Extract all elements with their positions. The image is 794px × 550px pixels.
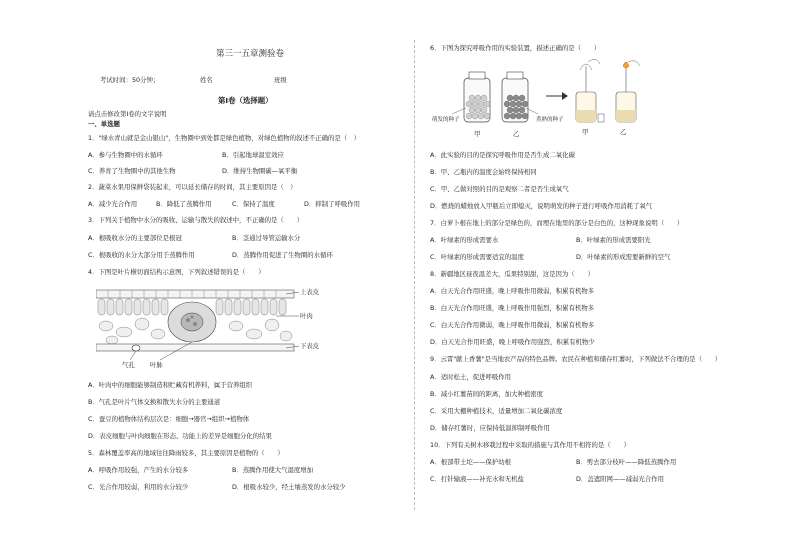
question-stem: 5．森林覆盖率高的地域往往降雨较多，其主要原因是植物的（ ） bbox=[88, 449, 284, 457]
option: B．气孔是叶片气体交换和散失水分的主要通道 bbox=[88, 398, 221, 406]
option: D．维持生物圈碳—氧平衡 bbox=[222, 167, 298, 175]
option: C．甲、乙做对照的目的是观察二者是否生成氧气 bbox=[430, 185, 569, 193]
option: C．根吸收的水分大部分用于蒸腾作用 bbox=[88, 251, 195, 259]
figure-label: 萌发的种子 bbox=[432, 117, 460, 123]
option: C．采用大棚种植技术，适量增加二氧化碳浓度 bbox=[430, 407, 563, 415]
question-stem: 8．新疆地区昼夜温差大，瓜果特别甜，这是因为（ ） bbox=[430, 270, 594, 278]
figure-label: 叶脉 bbox=[150, 361, 163, 369]
option: C．光合作用较弱，利用的水分较少 bbox=[88, 483, 189, 491]
option: D．根吸水较少，经土壤蒸发的水分较少 bbox=[232, 483, 346, 491]
figure-label: 上表皮 bbox=[300, 288, 320, 296]
respiration-jar-figure bbox=[430, 56, 650, 138]
question-stem: 10．下列有关树木移栽过程中采取的措施与其作用不相符的是（ ） bbox=[430, 441, 630, 449]
figure-label: 煮熟的种子 bbox=[536, 117, 564, 123]
column-divider bbox=[414, 40, 415, 510]
option: B．减小红薯苗间的距离，加大种植密度 bbox=[430, 390, 544, 398]
class-label: 班级 bbox=[274, 76, 287, 84]
figure-label: 甲 bbox=[474, 130, 481, 138]
question-stem: 3．下列关于植物中水分的吸收、运输与散失的叙述中，不正确的是（ ） bbox=[88, 216, 303, 224]
option: D．表皮细胞与叶肉细胞在形态、功能上的差异是细胞分化的结果 bbox=[88, 432, 272, 440]
figure-label: 乙 bbox=[513, 130, 520, 138]
option: A．呼吸作用较强，产生的水分较多 bbox=[88, 466, 189, 474]
option: D．抑制了呼吸作用 bbox=[304, 200, 361, 208]
option: D．白天光合作用旺盛，晚上呼吸作用强烈，积累有机物少 bbox=[430, 338, 595, 346]
option: C．保持了温度 bbox=[232, 200, 275, 208]
option: B．引起地球温室效应 bbox=[222, 151, 284, 159]
option: A．白天光合作用旺盛，晚上呼吸作用微弱，积累有机物多 bbox=[430, 287, 595, 295]
figure-label: 乙 bbox=[620, 128, 627, 136]
question-stem: 1．"绿水青山就是金山银山"，生物圈中到处都是绿色植物，对绿色植物的叙述不正确的是（ ） bbox=[88, 134, 360, 142]
option: D．叶绿素的形成需要新鲜的空气 bbox=[576, 253, 671, 261]
figure-label: 叶肉 bbox=[300, 312, 313, 320]
exam-time: 考试时间：50分钟； bbox=[100, 76, 160, 84]
option: C．蚕豆的植物体结构层次是：细胞→器官→组织→植物体 bbox=[88, 415, 250, 423]
name-label: 姓名 bbox=[200, 76, 213, 84]
option: A．根部带土坨——保护幼根 bbox=[430, 458, 512, 466]
leaf-cross-section-figure bbox=[96, 282, 326, 372]
question-stem: 7．白萝卜根在地上的部分是绿色的，而埋在地里的部分是白色的，这种现象说明（ ） bbox=[430, 219, 684, 227]
option: C．打针输液——补充水和无机盐 bbox=[430, 475, 524, 483]
option: A．适时松土，促进呼吸作用 bbox=[430, 373, 512, 381]
option: B．白天光合作用旺盛，晚上呼吸作用强烈，积累有机物多 bbox=[430, 304, 595, 312]
option: B．茎通过导管运输水分 bbox=[232, 234, 301, 242]
option: A．减少光合作用 bbox=[88, 200, 138, 208]
figure-label: 下表皮 bbox=[300, 342, 320, 350]
option: B．蒸腾作用使大气湿度增加 bbox=[232, 466, 314, 474]
option: C．叶绿素的形成需要适宜的温度 bbox=[430, 253, 524, 261]
option: A．参与生物圈中的水循环 bbox=[88, 151, 163, 159]
figure-label: 甲 bbox=[582, 128, 589, 136]
exam-title: 第三一五章测验卷 bbox=[216, 49, 285, 59]
option: B．叶绿素的形成需要阳光 bbox=[576, 236, 651, 244]
figure-label: 气孔 bbox=[122, 361, 135, 369]
option: A．根吸收水分的主要部位是根冠 bbox=[88, 234, 182, 242]
option: D．蒸腾作用促进了生物圈的水循环 bbox=[232, 251, 333, 259]
option: A．此实验的目的是探究呼吸作用是否生成二氧化碳 bbox=[430, 151, 575, 159]
question-stem: 2．蔬菜水果用保鲜袋装起来，可以延长储存的时间，其主要原因是（ ） bbox=[88, 183, 297, 191]
option: D．燃烧的蜡烛放入甲瓶后立即熄灭，说明萌发的种子进行呼吸作用消耗了氧气 bbox=[430, 202, 653, 210]
question-stem: 6．下图为探究呼吸作用的实验装置，描述正确的是（ ） bbox=[430, 44, 601, 52]
option: B．甲、乙瓶内的温度会始终保持相同 bbox=[430, 168, 537, 176]
section-title: 第I卷（选择题） bbox=[218, 96, 273, 105]
option: B．剪去部分枝叶——降低蒸腾作用 bbox=[576, 458, 677, 466]
option: C．养育了生物圈中的其他生物 bbox=[88, 167, 176, 175]
option: D．盖遮阳网——减弱光合作用 bbox=[576, 475, 664, 483]
question-stem: 9．云霄"献上香薯"是当地农产品的特色品牌。农民在种植和储存红薯时，下列做法不合理的是（ ） bbox=[430, 355, 722, 363]
option: D．储存红薯时，应保持低温抑制呼吸作用 bbox=[430, 424, 550, 432]
option: C．白天光合作用微弱，晚上呼吸作用微弱，积累有机物多 bbox=[430, 321, 595, 329]
option: A．叶肉中的细胞能够制造和贮藏有机养料，属于营养组织 bbox=[88, 381, 253, 389]
section-part: 一、单选题 bbox=[88, 120, 120, 128]
section-note: 请点击修改第I卷的文字说明 bbox=[88, 110, 167, 118]
question-stem: 4．下图是叶片横切面结构示意图，下列叙述错误的是（ ） bbox=[88, 268, 265, 276]
option: A．叶绿素的形成需要水 bbox=[430, 236, 499, 244]
option: B．降低了蒸腾作用 bbox=[156, 200, 212, 208]
